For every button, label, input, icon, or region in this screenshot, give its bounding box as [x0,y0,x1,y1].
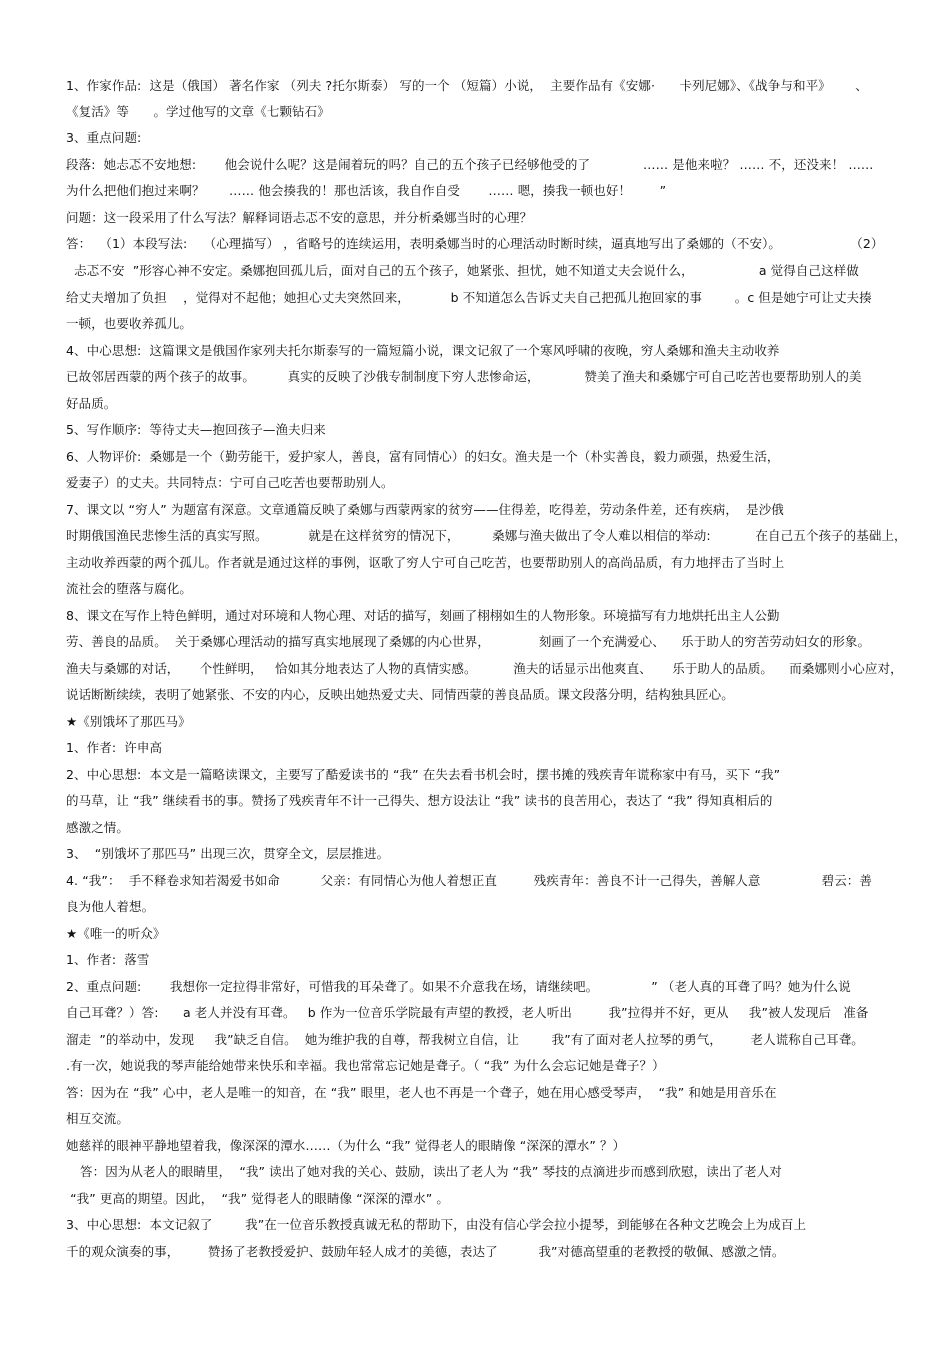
text-line: 4. “我”： 手不释卷求知若渴爱书如命 父亲：有同情心为他人着想正直 残疾青年：善良不计一己得失，善解人意 碧云：善 [66,873,872,888]
text-line: 答：因为在 “我” 心中，老人是唯一的知音，在 “我” 眼里，老人也不再是一个聋子，她在用心感受琴声， “我” 和她是用音乐在 [66,1085,777,1100]
text-line: 忐忑不安 ”形容心神不安定。桑娜抱回孤儿后，面对自己的五个孩子，她紧张、担忧，她不知道丈夫会说什么， a 觉得自己这样做 [66,263,859,278]
text-line: 段落: 她忐忑不安地想: 他会说什么呢？这是闹着玩的吗？自己的五个孩子已经够他受的了 …… 是他来啦？ …… 不，还没来！ …… [66,157,874,172]
section-heading: ★《唯一的听众》 [66,926,166,941]
text-line: 5、写作顺序: 等待丈夫—抱回孩子—渔夫归来 [66,422,326,437]
text-line: 4、中心思想: 这篇课文是俄国作家列夫托尔斯泰写的一篇短篇小说，课文记叙了一个寒风呼啸的夜晚，穷人桑娜和渔夫主动收养 [66,343,780,358]
text-line: 3、重点问题: [66,130,142,145]
text-line: 2、中心思想: 本文是一篇略读课文，主要写了酷爱读书的 “我” 在失去看书机会时，摆书摊的残疾青年谎称家中有马，买下 “我” [66,767,781,782]
text-line: 问题：这一段采用了什么写法？解释词语忐忑不安的意思，并分析桑娜当时的心理？ [66,210,533,225]
text-line: 千的观众演奏的事， 赞扬了老教授爱护、鼓励年轻人成才的美德，表达了 我”对德高望重的老教授的敬佩、感激之情。 [66,1244,785,1259]
text-line: 说话断断续续，表明了她紧张、不安的内心，反映出她热爱丈夫、同情西蒙的善良品质。课文段落分明，结构独具匠心。 [66,687,734,702]
text-line: 6、人物评价: 桑娜是一个（勤劳能干，爱护家人，善良，富有同情心）的妇女。渔夫是一个（朴实善良，毅力顽强，热爱生活， [66,449,780,464]
text-line: 3、中心思想: 本文记叙了 我”在一位音乐教授真诚无私的帮助下，由没有信心学会拉小提琴，到能够在各种文艺晚会上为成百上 [66,1217,807,1232]
text-line: 时期俄国渔民悲惨生活的真实写照。 就是在这样贫穷的情况下， 桑娜与渔夫做出了令人难以相信的举动: 在自己五个孩子的基础上， [66,528,907,543]
text-line: 劳、善良的品质。 关于桑娜心理活动的描写真实地展现了桑娜的内心世界， 刻画了一个充满爱心、 乐于助人的穷苦劳动妇女的形象。 [66,634,871,649]
text-line: 1、作家作品: 这是（俄国） 著名作家 （列夫 ?托尔斯泰） 写的一个 （短篇）小说， 主要作品有《安娜· 卡列尼娜》、《战争与和平》 、 [66,78,868,93]
text-line: 爱妻子）的丈夫。共同特点：宁可自己吃苦也要帮助别人。 [66,475,394,490]
text-line: 为什么把他们抱过来啊？ …… 他会揍我的！那也活该，我自作自受 …… 嗯，揍我一顿也好！ ” [66,183,667,198]
text-line: 一顿，也要收养孤儿。 [66,316,193,331]
text-line: 1、作者: 落雪 [66,952,150,967]
text-line: 已故邻居西蒙的两个孩子的故事。 真实的反映了沙俄专制制度下穷人悲惨命运， 赞美了渔夫和桑娜宁可自己吃苦也要帮助别人的美 [66,369,862,384]
text-line: 1、作者: 许申高 [66,740,163,755]
text-line: 答：因为从老人的眼睛里， “我” 读出了她对我的关心、鼓励，读出了老人为 “我” 琴技的点滴进步而感到欣慰，读出了老人对 [80,1164,782,1179]
text-line: 相互交流。 [66,1111,130,1126]
text-line: 2、重点问题: 我想你一定拉得非常好，可惜我的耳朵聋了。如果不介意我在场，请继续吧。 ” （老人真的耳聋了吗？她为什么说 [66,979,851,994]
text-line: 主动收养西蒙的两个孤儿。作者就是通过这样的事例，讴歌了穷人宁可自己吃苦，也要帮助别人的高尚品质，有力地抨击了当时上 [66,555,785,570]
section-heading: ★《别饿坏了那匹马》 [66,714,191,729]
text-line: 《复活》等 。学过他写的文章《七颗钻石》 [66,104,330,119]
text-line: 感激之情。 [66,820,130,835]
text-line: 自己耳聋？）答: a 老人并没有耳聋。 b 作为一位音乐学院最有声望的教授，老人听出 我”拉得并不好，更从 我”被人发现后 准备 [66,1005,869,1020]
text-line: 8、课文在写作上特色鲜明，通过对环境和人物心理、对话的描写，刻画了栩栩如生的人物形象。环境描写有力地烘托出主人公勤 [66,608,780,623]
text-line: 良为他人着想。 [66,899,155,914]
text-line: 给丈夫增加了负担 ，觉得对不起他；她担心丈夫突然回来， b 不知道怎么告诉丈夫自己把孤儿抱回家的事 。c 但是她宁可让丈夫揍 [66,290,872,305]
text-line: .有一次，她说我的琴声能给她带来快乐和幸福。我也常常忘记她是聋子。（ “我” 为什么会忘记她是聋子？） [66,1058,665,1073]
text-line: 流社会的堕落与腐化。 [66,581,193,596]
text-line: 7、课文以 “穷人” 为题富有深意。文章通篇反映了桑娜与西蒙两家的贫穷——住得差，吃得差，劳动条件差，还有疾病， 是沙俄 [66,502,784,517]
text-line: 她慈祥的眼神平静地望着我，像深深的潭水……（为什么 “我” 觉得老人的眼睛像 “深深的潭水” ？） [66,1138,626,1153]
text-line: 3、 “别饿坏了那匹马” 出现三次，贯穿全文，层层推进。 [66,846,390,861]
text-line: “我” 更高的期望。因此， “我” 觉得老人的眼睛像 “深深的潭水” 。 [66,1191,449,1206]
text-line: 溜走 ”的举动中，发现 我”缺乏自信。 她为维护我的自尊，帮我树立自信，让 我”有了面对老人拉琴的勇气， 老人谎称自己耳聋。 [66,1032,864,1047]
text-line: 好品质。 [66,396,117,411]
text-line: 的马草，让 “我” 继续看书的事。赞扬了残疾青年不计一己得失、想方设法让 “我” 读书的良苦用心，表达了 “我” 得知真相后的 [66,793,773,808]
text-line: 渔夫与桑娜的对话， 个性鲜明， 恰如其分地表达了人物的真情实感。 渔夫的话显示出他爽直、 乐于助人的品质。 而桑娜则小心应对， [66,661,903,676]
text-line: 答： （1）本段写法: （心理描写） ，省略号的连续运用，表明桑娜当时的心理活动时断时续，逼真地写出了桑娜的（不安）。 （2） [66,236,884,251]
